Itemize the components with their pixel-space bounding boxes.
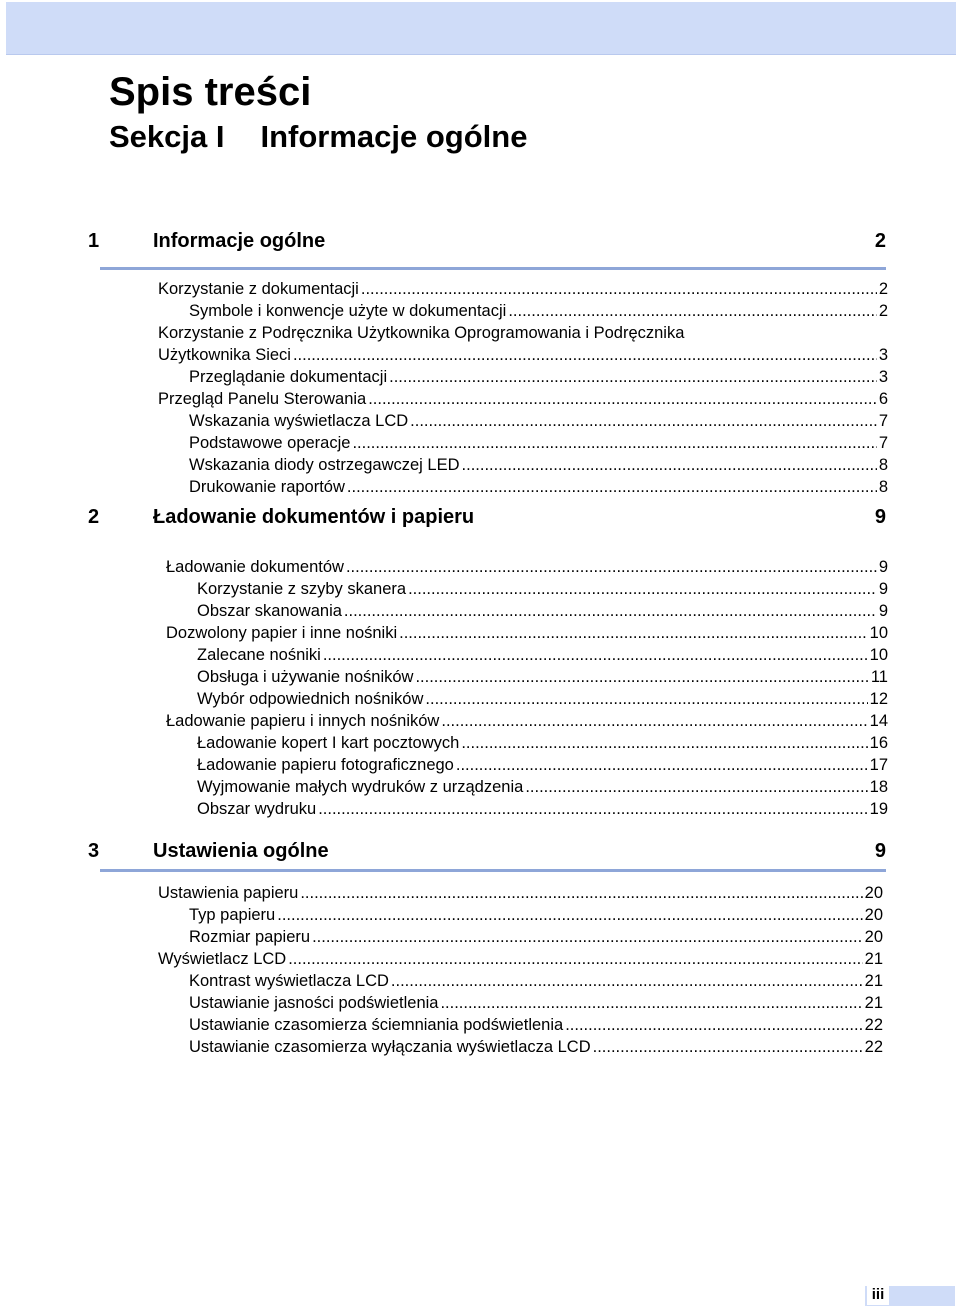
toc-entry-page: 21	[864, 972, 883, 990]
dot-leader	[456, 754, 868, 776]
toc-entry[interactable]	[189, 1014, 883, 1036]
toc-entry-page: 19	[869, 800, 888, 818]
toc-entry[interactable]	[189, 432, 888, 454]
toc-entry-title: Symbole i konwencje użyte w dokumentacji	[189, 302, 507, 320]
dot-leader	[293, 344, 877, 366]
dot-leader	[323, 644, 868, 666]
toc-entry[interactable]	[197, 644, 888, 666]
toc-entry[interactable]	[197, 754, 888, 776]
toc-entry[interactable]	[158, 388, 888, 410]
chapter-title: Ustawienia ogólne	[153, 840, 329, 862]
dot-leader	[344, 600, 877, 622]
toc-entry-title: Użytkownika Sieci	[158, 346, 291, 364]
chapter-heading-3[interactable]	[88, 837, 886, 865]
toc-entry-title: Korzystanie z szyby skanera	[197, 580, 407, 598]
toc-entry-page: 10	[869, 624, 888, 642]
toc-entry-title: Zalecane nośniki	[197, 646, 321, 664]
toc-entry-page: 20	[864, 884, 883, 902]
toc-entry[interactable]	[189, 926, 883, 948]
dot-leader	[415, 666, 868, 688]
chapter-heading-2[interactable]	[88, 503, 886, 531]
dot-leader	[461, 732, 867, 754]
toc-entry-title: Obszar skanowania	[197, 602, 342, 620]
toc-entry-page: 3	[878, 368, 888, 386]
toc-entry-title: Drukowanie raportów	[189, 478, 345, 496]
toc-entry-title: Ustawianie jasności podświetlenia	[189, 994, 439, 1012]
toc-entry[interactable]	[166, 556, 888, 578]
toc-entry-title: Ładowanie dokumentów	[166, 558, 344, 576]
toc-entry[interactable]	[189, 904, 883, 926]
toc-entry-page: 18	[869, 778, 888, 796]
dot-leader	[300, 882, 862, 904]
dot-leader	[462, 454, 877, 476]
toc-entry[interactable]	[189, 476, 888, 498]
toc-entry-page: 7	[878, 412, 888, 430]
toc-entry-title: Wyjmowanie małych wydruków z urządzenia	[197, 778, 524, 796]
dot-leader	[318, 798, 867, 820]
toc-entry-title: Dozwolony papier i inne nośniki	[166, 624, 398, 642]
toc-entry-title: Obszar wydruku	[197, 800, 317, 818]
toc-entry-page: 11	[870, 668, 888, 686]
toc-entry-title: Ustawianie czasomierza ściemniania podświetlenia	[189, 1016, 564, 1034]
toc-entry-page: 2	[878, 302, 888, 320]
toc-entry-page: 22	[864, 1016, 883, 1034]
toc-entry[interactable]	[166, 710, 888, 732]
dot-leader	[389, 366, 877, 388]
toc-entry-page: 6	[878, 390, 888, 408]
toc-entry-page: 16	[869, 734, 888, 752]
toc-entry-page: 14	[869, 712, 888, 730]
toc-entry-title: Przeglądanie dokumentacji	[189, 368, 388, 386]
header-band	[6, 2, 956, 55]
section-name: Informacje ogólne	[260, 119, 528, 154]
toc-entry-title: Ustawianie czasomierza wyłączania wyświetlacza LCD	[189, 1038, 591, 1056]
dot-leader	[441, 710, 867, 732]
dot-leader	[347, 476, 877, 498]
dot-leader	[391, 970, 863, 992]
chapter-page: 9	[874, 840, 886, 862]
toc-entry-page: 8	[878, 478, 888, 496]
toc-entry[interactable]	[189, 410, 888, 432]
toc-entry-page: 12	[869, 690, 888, 708]
toc-entry[interactable]	[158, 948, 883, 970]
toc-entry-title: Podstawowe operacje	[189, 434, 351, 452]
page-title: Spis treści	[109, 70, 312, 114]
toc-entry-page: 20	[864, 928, 883, 946]
toc-entry[interactable]	[189, 970, 883, 992]
dot-leader	[408, 578, 877, 600]
chapter-page: 9	[874, 506, 886, 528]
toc-entry-page: 9	[878, 580, 888, 598]
section-heading	[109, 117, 527, 157]
toc-entry-page: 9	[878, 558, 888, 576]
toc-entry-page: 8	[878, 456, 888, 474]
toc-entry[interactable]	[189, 992, 883, 1014]
toc-entry-page: 2	[878, 280, 888, 298]
toc-entry[interactable]	[158, 344, 888, 366]
toc-entry[interactable]	[197, 776, 888, 798]
toc-entry-title: Wyświetlacz LCD	[158, 950, 287, 968]
toc-entry-page: 10	[869, 646, 888, 664]
toc-entry[interactable]	[158, 278, 888, 300]
chapter-number: 2	[88, 506, 100, 528]
toc-entry[interactable]	[158, 882, 883, 904]
dot-leader	[277, 904, 862, 926]
toc-entry-title: Wybór odpowiednich nośników	[197, 690, 424, 708]
toc-entry-page: 3	[878, 346, 888, 364]
chapter-number: 3	[88, 840, 100, 862]
toc-entry[interactable]	[197, 688, 888, 710]
dot-leader	[288, 948, 862, 970]
dot-leader	[410, 410, 877, 432]
dot-leader	[312, 926, 863, 948]
toc-entry[interactable]	[197, 578, 888, 600]
toc-entry-title-line[interactable]: Korzystanie z Podręcznika Użytkownika Oprogramowania i Podręcznika	[158, 324, 685, 342]
dot-leader	[368, 388, 877, 410]
toc-entry-page: 22	[864, 1038, 883, 1056]
toc-entry-title: Wskazania diody ostrzegawczej LED	[189, 456, 460, 474]
page-number: iii	[867, 1285, 889, 1305]
toc-entry[interactable]	[197, 666, 888, 688]
toc-entry[interactable]	[189, 366, 888, 388]
chapter-title: Ładowanie dokumentów i papieru	[153, 506, 475, 528]
dot-leader	[440, 992, 862, 1014]
toc-entry-title: Ustawienia papieru	[158, 884, 299, 902]
toc-entry-title: Kontrast wyświetlacza LCD	[189, 972, 389, 990]
toc-entry[interactable]	[197, 732, 888, 754]
toc-entry[interactable]	[189, 1036, 883, 1058]
chapter-number: 1	[88, 230, 100, 252]
dot-leader	[352, 432, 876, 454]
toc-entry-page: 21	[864, 950, 883, 968]
dot-leader	[361, 278, 877, 300]
toc-entry[interactable]	[166, 622, 888, 644]
toc-entry-title: Korzystanie z dokumentacji	[158, 280, 359, 298]
toc-entry-title: Wskazania wyświetlacza LCD	[189, 412, 409, 430]
toc-entry-title: Przegląd Panelu Sterowania	[158, 390, 367, 408]
toc-entry[interactable]	[197, 600, 888, 622]
toc-entry-title: Rozmiar papieru	[189, 928, 311, 946]
toc-entry-title: Typ papieru	[189, 906, 276, 924]
dot-leader	[525, 776, 867, 798]
dot-leader	[346, 556, 877, 578]
toc-entry-page: 17	[869, 756, 888, 774]
toc-entry-page: 7	[878, 434, 888, 452]
dot-leader	[508, 300, 876, 322]
chapter-heading-1[interactable]	[88, 227, 886, 255]
toc-entry-page: 9	[878, 602, 888, 620]
chapter-title: Informacje ogólne	[153, 230, 326, 252]
dot-leader	[593, 1036, 863, 1058]
dot-leader	[399, 622, 868, 644]
toc-entry[interactable]	[189, 454, 888, 476]
chapter-page: 2	[874, 230, 886, 252]
section-label: Sekcja I	[109, 119, 225, 154]
toc-entry-title: Ładowanie kopert I kart pocztowych	[197, 734, 460, 752]
toc-entry-title: Obsługa i używanie nośników	[197, 668, 414, 686]
toc-entry[interactable]	[197, 798, 888, 820]
toc-entry-title: Ładowanie papieru i innych nośników	[166, 712, 440, 730]
dot-leader	[565, 1014, 862, 1036]
chapter-rule	[100, 869, 886, 872]
toc-entry[interactable]	[189, 300, 888, 322]
chapter-rule	[100, 267, 886, 270]
toc-entry-title: Ładowanie papieru fotograficznego	[197, 756, 454, 774]
toc-entry-page: 20	[864, 906, 883, 924]
toc-entry-page: 21	[864, 994, 883, 1012]
dot-leader	[425, 688, 867, 710]
